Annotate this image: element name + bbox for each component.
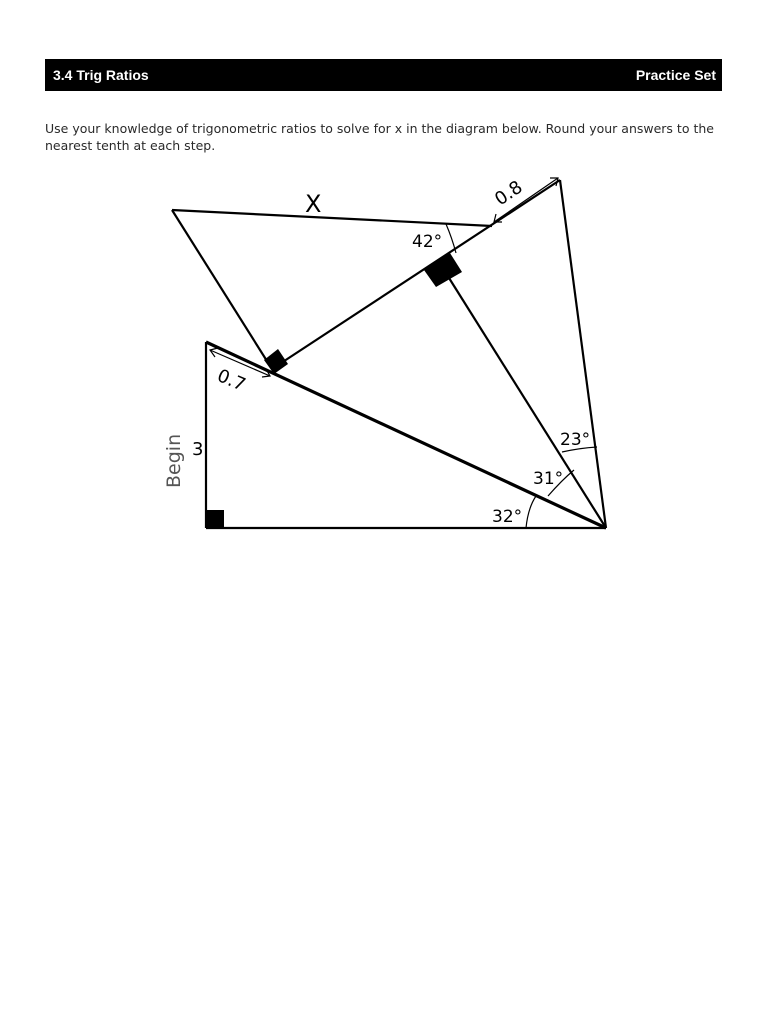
- practice-set-label: Practice Set: [635, 67, 716, 83]
- worksheet-title: 3.4 Trig Ratios: [53, 67, 149, 83]
- angle-23-label: 23°: [560, 430, 591, 450]
- arc-32: [526, 496, 536, 528]
- arc-42: [446, 224, 456, 253]
- angle-31-label: 31°: [533, 469, 564, 489]
- label-begin: Begin: [163, 433, 185, 488]
- left-slant-side: [172, 210, 272, 369]
- label-x: X: [305, 190, 322, 218]
- right-angle-marker-upper: [424, 253, 462, 287]
- label-0-8: 0.8: [491, 176, 527, 211]
- instructions-text: Use your knowledge of trigonometric ratios to solve for x in the diagram below. Round your answers to the nearest tenth at each step.: [45, 121, 714, 153]
- label-3: 3: [192, 439, 204, 460]
- angle-42-label: 42°: [412, 232, 443, 252]
- x-side: [172, 210, 492, 226]
- label-0-7: 0.7: [214, 365, 249, 396]
- right-angle-marker-bottom: [206, 510, 224, 528]
- angle-32-label: 32°: [492, 507, 523, 527]
